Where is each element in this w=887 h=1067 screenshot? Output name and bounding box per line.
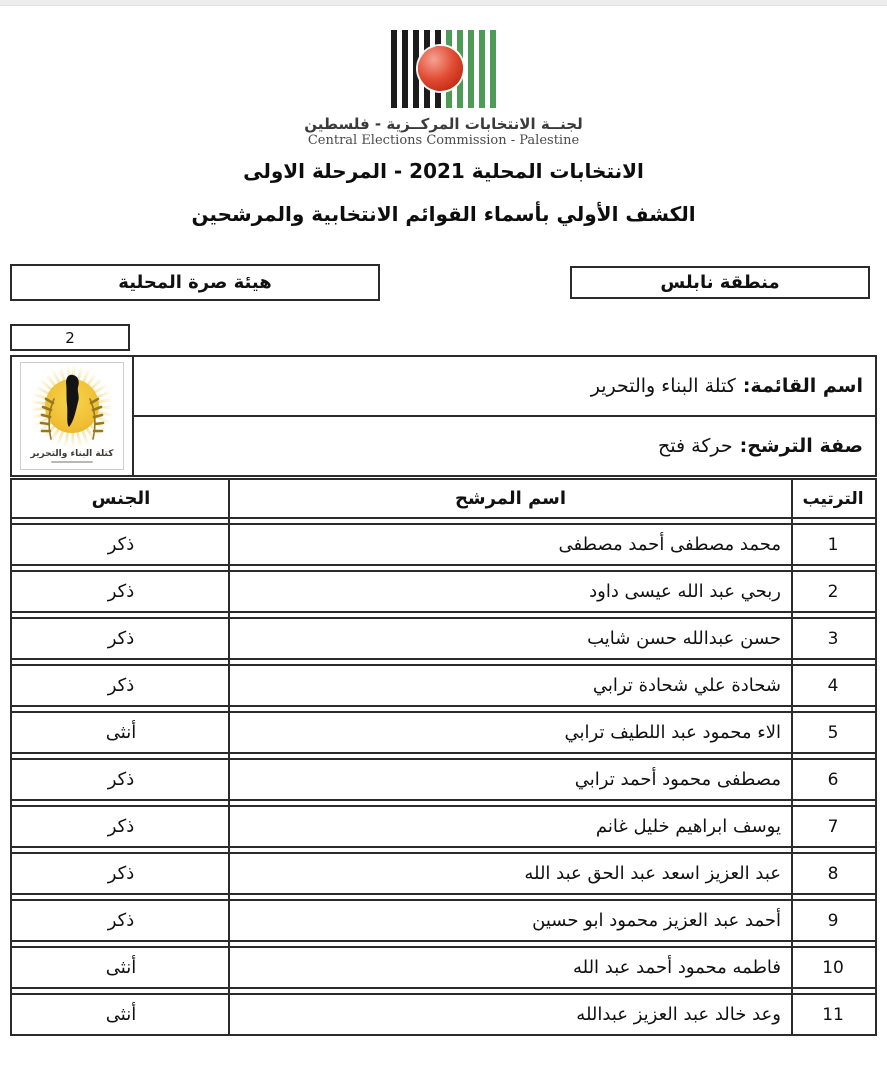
- cell-gender: ذكر: [107, 863, 135, 884]
- red-ball-icon: [418, 46, 463, 91]
- cell-gender: ذكر: [107, 534, 135, 555]
- candidacy-label: صفة الترشح:: [739, 435, 863, 457]
- header-name: اسم المرشح: [454, 488, 567, 509]
- cell-order: 6: [827, 769, 839, 790]
- cell-gender: أنثى: [105, 957, 137, 978]
- table-row: [10, 993, 877, 1036]
- table-row: [10, 946, 877, 989]
- region-box: منطقة نابلس: [570, 266, 870, 299]
- candidates-table: [10, 478, 877, 1036]
- top-gray-strip: [0, 0, 887, 6]
- list-number-box: 2: [10, 324, 130, 351]
- cell-order: 8: [827, 863, 839, 884]
- table-row: [10, 899, 877, 942]
- list-info-rows: [132, 357, 875, 475]
- list-logo-caption: كتلة البناء والتحرير: [30, 449, 114, 459]
- cell-name: وعد خالد عبد العزيز عبدالله: [576, 1004, 781, 1025]
- commission-name-arabic: لجنــة الانتخابات المركــزية - فلسطين: [304, 115, 583, 133]
- name-order-divider: [791, 478, 793, 1036]
- header-gender: الجنس: [91, 488, 151, 509]
- cell-order: 2: [827, 581, 839, 602]
- table-edge-line: [875, 478, 877, 1036]
- cell-gender: ذكر: [107, 769, 135, 790]
- cell-order: 9: [827, 910, 839, 931]
- cell-gender: ذكر: [107, 628, 135, 649]
- candidacy-value: حركة فتح: [658, 435, 733, 457]
- cell-name: محمد مصطفى أحمد مصطفى: [558, 534, 781, 555]
- cell-gender: ذكر: [107, 816, 135, 837]
- commission-name-english: Central Elections Commission - Palestine: [307, 133, 580, 148]
- cec-header: [0, 30, 887, 148]
- table-row: [10, 617, 877, 660]
- cell-name: مصطفى محمود أحمد ترابي: [574, 769, 781, 790]
- authority-box: هيئة صرة المحلية: [10, 264, 380, 301]
- table-header-row: [10, 478, 877, 519]
- table-row: [10, 664, 877, 707]
- table-row: [10, 570, 877, 613]
- cell-order: 1: [827, 534, 839, 555]
- logo-subline: [51, 461, 93, 463]
- cell-gender: ذكر: [107, 910, 135, 931]
- cell-gender: أنثى: [105, 1004, 137, 1025]
- list-logo-cell: [12, 357, 132, 475]
- candidacy-row: [134, 415, 875, 475]
- table-row: [10, 852, 877, 895]
- cell-order: 10: [822, 957, 844, 978]
- cell-order: 7: [827, 816, 839, 837]
- cell-gender: أنثى: [105, 722, 137, 743]
- cell-order: 3: [827, 628, 839, 649]
- list-info-table: [10, 355, 877, 477]
- cell-name: أحمد عبد العزيز محمود ابو حسين: [532, 910, 781, 931]
- table-row: [10, 711, 877, 754]
- document-title-line1: الانتخابات المحلية 2021 - المرحلة الاولى: [243, 159, 644, 183]
- document-title-line2: الكشف الأولي بأسماء القوائم الانتخابية والمرشحين: [191, 202, 696, 226]
- cell-order: 4: [827, 675, 839, 696]
- palestine-map-wheat-icon: [21, 369, 123, 447]
- cell-name: الاء محمود عبد اللطيف ترابي: [564, 722, 781, 743]
- cell-name: حسن عبدالله حسن شايب: [587, 628, 781, 649]
- cell-name: شحادة علي شحادة ترابي: [592, 675, 781, 696]
- gender-name-divider: [228, 478, 230, 1036]
- cell-name: عبد العزيز اسعد عبد الحق عبد الله: [524, 863, 781, 884]
- table-row: [10, 805, 877, 848]
- cell-order: 11: [822, 1004, 844, 1025]
- table-row: [10, 523, 877, 566]
- cell-gender: ذكر: [107, 675, 135, 696]
- cell-gender: ذكر: [107, 581, 135, 602]
- list-logo: [20, 362, 124, 470]
- header-order: الترتيب: [802, 488, 864, 509]
- table-edge-line: [10, 478, 12, 1036]
- list-name-row: [134, 357, 875, 415]
- cell-name: فاطمه محمود أحمد عبد الله: [572, 957, 781, 978]
- cell-name: ربحي عبد الله عيسى داود: [589, 581, 781, 602]
- cell-order: 5: [827, 722, 839, 743]
- list-name-value: كتلة البناء والتحرير: [590, 375, 736, 397]
- cec-flag-bars-icon: [391, 30, 496, 108]
- cell-name: يوسف ابراهيم خليل غانم: [595, 816, 781, 837]
- list-name-label: اسم القائمة:: [742, 375, 863, 397]
- table-row: [10, 758, 877, 801]
